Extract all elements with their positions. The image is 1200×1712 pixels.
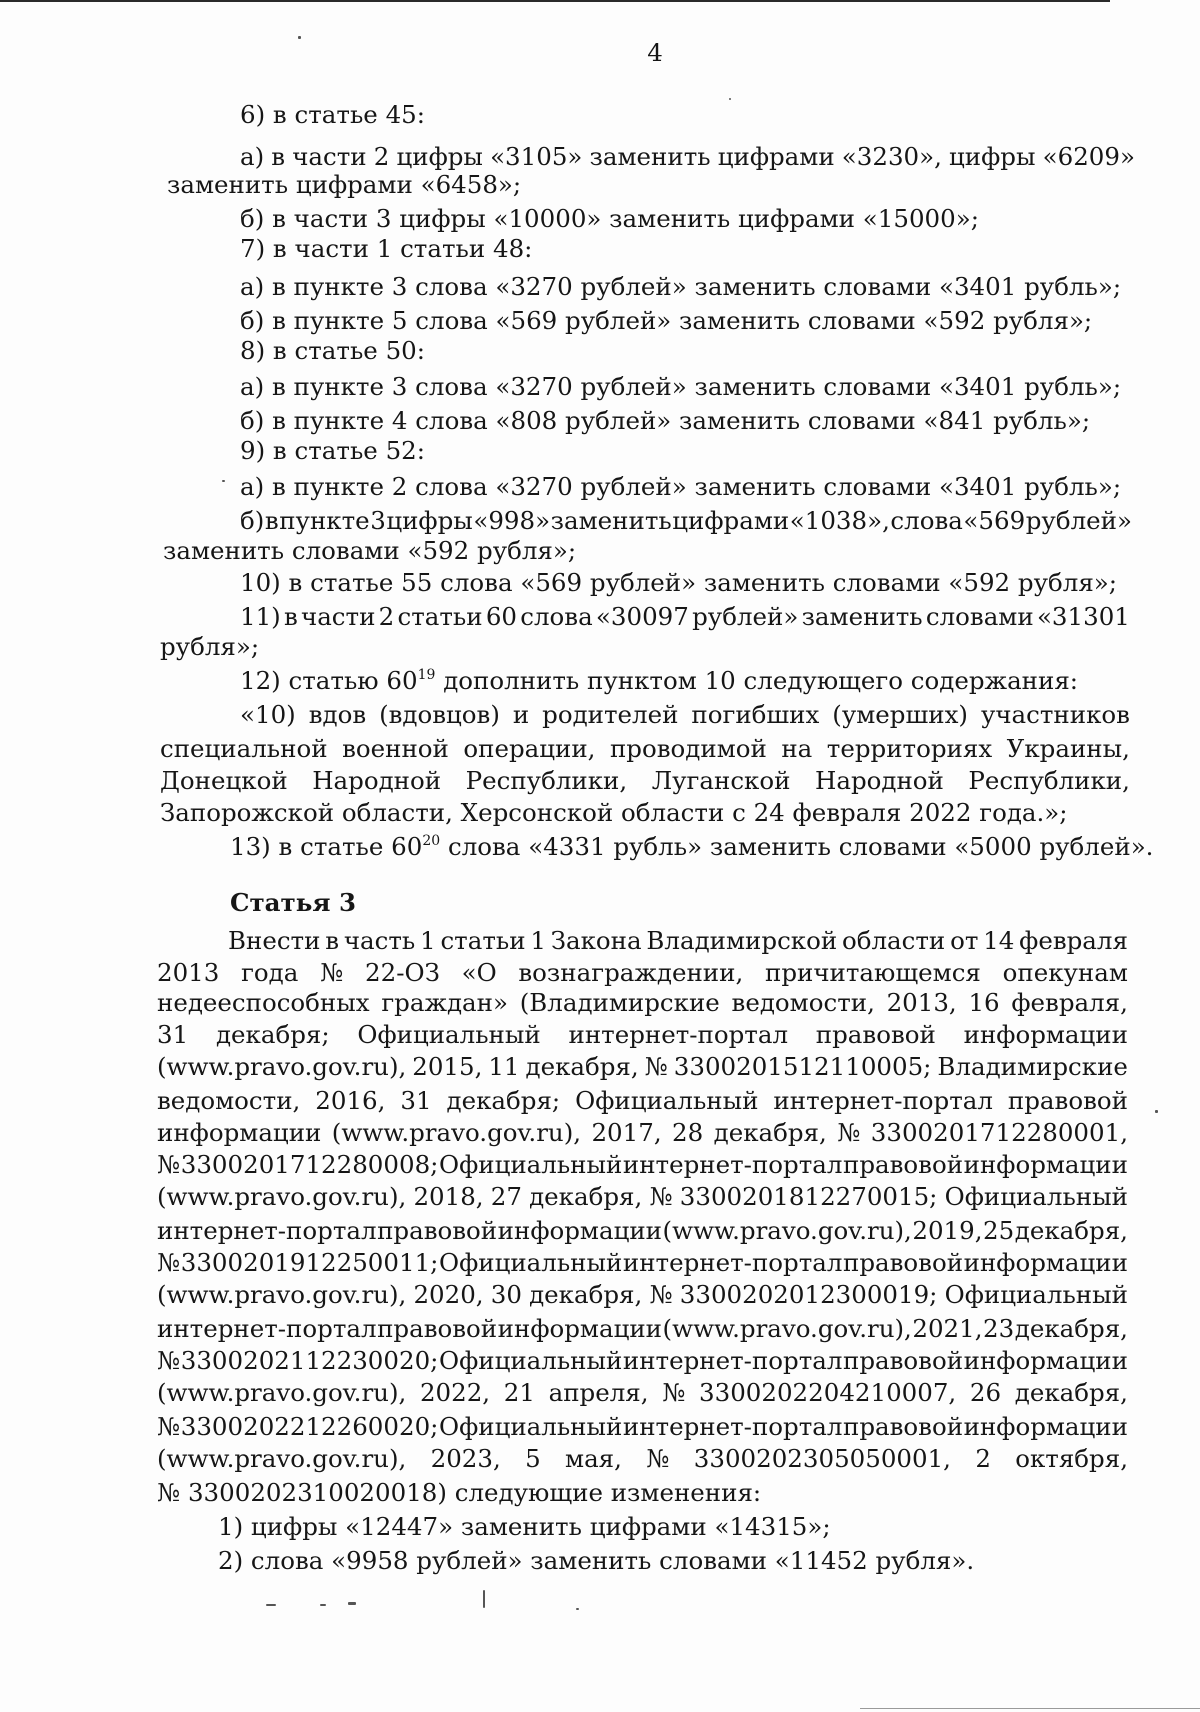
word: информации [963,1248,1128,1277]
article-3-change-2: 2) слова «9958 рублей» заменить словами «11452 рубля». [218,1546,975,1575]
word: декабря, [1014,1314,1128,1343]
word: заменить [589,142,711,171]
word: 28 [672,1118,704,1147]
word: словами [925,602,1034,631]
word: 16 [968,988,1000,1017]
word: правовой [843,1412,964,1441]
word: проводимой [609,734,767,763]
word: 27 [490,1182,522,1211]
word: (www.pravo.gov.ru), [157,1182,407,1211]
item-6-a-line1 [240,142,1135,172]
word: Украины, [1006,734,1130,763]
word: Луганской [651,766,791,795]
item-8-b: б) в пункте 4 слова «808 рублей» заменить словами «841 рубль»; [240,406,1091,435]
word: слова [520,602,593,631]
word: от [950,926,979,955]
word: опекунам [1002,958,1128,987]
word: статьи [440,926,526,955]
scan-speck [298,36,301,39]
item-9-b-line2: заменить словами «592 рубля»; [163,536,577,565]
word: Официальный [575,1086,759,1115]
word: ведомости, [731,988,875,1017]
item-12-quote-line1 [240,700,1130,730]
item-8-intro: 8) в статье 50: [240,336,426,365]
word: декабря; [215,1020,330,1049]
word: Донецкой [160,766,288,795]
word: (www.pravo.gov.ru), [157,1444,407,1473]
word: цифры [949,142,1036,171]
word: интернет-портал [157,1314,377,1343]
article-3-line [157,1182,1128,1212]
word: февраля [1019,926,1128,955]
word: рублей» [692,602,799,631]
item-12-quote-line4: Запорожской области, Херсонской области с 24 февраля 2022 года.»; [160,798,1068,827]
word: слова [890,506,963,535]
word: 2 [378,602,395,631]
item-7-intro: 7) в части 1 статьи 48: [240,234,533,263]
word: вознаграждении, [518,958,744,987]
word: Официальный [944,1182,1128,1211]
item-13 [230,832,1153,862]
scan-speck [483,1590,485,1608]
item-9-b-line1 [240,506,1132,536]
word: а) [240,142,265,171]
word: «998» [473,506,551,535]
word: Республики, [968,766,1130,795]
word: № [662,1378,686,1407]
word: 2013, [886,988,957,1017]
item-8-a: а) в пункте 3 слова «3270 рублей» заменить словами «3401 рубль»; [240,372,1122,401]
word: погибших [691,700,820,729]
word: Официальный [438,1412,623,1441]
word: (www.pravo.gov.ru), [157,1052,407,1081]
article-3-line [157,1216,1128,1246]
word: № [157,1150,181,1179]
word: 3300201712280008; [180,1150,439,1179]
word: интернет-портал [568,1020,789,1049]
word: специальной [160,734,328,763]
word: 2017, [591,1118,662,1147]
article-3-line [157,1020,1128,1050]
word: декабря, [525,1052,639,1081]
word: недееспособных [157,988,370,1017]
word: мая, [565,1444,622,1473]
item-7-a: а) в пункте 3 слова «3270 рублей» заменить словами «3401 рубль»; [240,272,1122,301]
word: декабря, [713,1118,827,1147]
item-11-line1 [240,602,1130,632]
item-7-b: б) в пункте 5 слова «569 рублей» заменить словами «592 рубля»; [240,306,1093,335]
word: года [241,958,299,987]
word: в [271,142,286,171]
scan-speck [348,1602,356,1605]
article-3-line [157,1412,1128,1442]
word: на [781,734,813,763]
word: ведомости, [157,1086,301,1115]
word: части [301,602,376,631]
scan-speck [266,1604,276,1606]
item-12-quote-line3 [160,766,1130,796]
article-3-line [157,988,1128,1018]
word: 2 [975,1444,991,1473]
item-12-intro [240,666,1078,696]
word: декабря, [529,1280,643,1309]
word: 3300202212260020; [180,1412,439,1441]
word: причитающемся [765,958,981,987]
word: информации [963,1020,1128,1049]
word: информации [963,1150,1128,1179]
word: «569 [963,506,1026,535]
word: декабря, [1014,1378,1128,1407]
word: 2023, [430,1444,501,1473]
top-edge-line [0,0,1110,2]
word: интернет-портал [622,1412,843,1441]
word: часть [343,926,416,955]
word: цифры [386,506,473,535]
word: № [157,1248,181,1277]
word: интернет-портал [157,1216,377,1245]
word: 5 [525,1444,541,1473]
word: Народной [312,766,442,795]
word: 25 [983,1216,1015,1245]
word: декабря, [1014,1216,1128,1245]
item-12-pre: 12) статью 60 [240,666,418,695]
word: 2019, [912,1216,983,1245]
word: правовой [843,1346,964,1375]
word: № [646,1444,670,1473]
article-3-line [157,1248,1128,1278]
word: 3300202112230020; [180,1346,439,1375]
article-3-line [157,1314,1128,1344]
word: 3300201512110005; [673,1052,932,1081]
word: декабря; [446,1086,561,1115]
word: 2 [373,142,390,171]
word: № [649,1280,673,1309]
word: Официальный [438,1150,623,1179]
word: 3300201812270015; [679,1182,938,1211]
word: 14 [983,926,1015,955]
word: октября, [1015,1444,1128,1473]
word: 26 [969,1378,1002,1407]
word: 11) [240,602,281,631]
word: 3300201712280001, [870,1118,1128,1147]
word: Республики, [465,766,628,795]
word: 2018, [413,1182,484,1211]
word: 22-ОЗ [365,958,440,987]
word: (www.pravo.gov.ru), [157,1280,407,1309]
word: 31 [400,1086,432,1115]
article-3-line [157,1378,1128,1408]
word: области [841,926,946,955]
word: Закона [550,926,642,955]
word: в [264,506,279,535]
word: апреля, [548,1378,649,1407]
item-6-intro: 6) в статье 45: [240,100,426,129]
article-3-line [157,1118,1128,1148]
word: правовой [815,1020,936,1049]
word: «3105» [490,142,583,171]
word: «3230», [841,142,942,171]
item-9-intro: 9) в статье 52: [240,436,426,465]
word: родителей [542,700,679,729]
word: Официальный [944,1280,1128,1309]
word: в [283,602,298,631]
word: Официальный [438,1346,623,1375]
word: № [157,1412,181,1441]
word: 60 [485,602,518,631]
word: военной [342,734,449,763]
word: 2016, [315,1086,386,1115]
article-3-line [157,1280,1128,1310]
article-3-change-1: 1) цифры «12447» заменить цифрами «14315»; [218,1512,831,1541]
word: б) [240,506,265,535]
word: № [837,1118,861,1147]
word: правовой [377,1314,498,1343]
word: 2013 [157,958,220,987]
word: 2022, [419,1378,491,1407]
word: интернет-портал [622,1150,843,1179]
scan-speck [576,1608,579,1610]
word: правовой [843,1248,964,1277]
word: интернет-портал [622,1248,843,1277]
word: 3300202012300019; [679,1280,938,1309]
word: «10) [240,700,296,729]
article-3-line [157,1086,1128,1116]
word: цифры [396,142,483,171]
word: Внести [228,926,321,955]
word: № [320,958,344,987]
item-13-pre: 13) в статье 60 [230,832,423,861]
word: «6209» [1042,142,1135,171]
scan-speck [222,480,225,482]
word: № [644,1052,668,1081]
word: 21 [503,1378,535,1407]
word: (www.pravo.gov.ru), [662,1314,912,1343]
word: информации [157,1118,322,1147]
item-10: 10) в статье 55 слова «569 рублей» заменить словами «592 рубля»; [240,568,1118,597]
word: 11 [488,1052,520,1081]
word: Владимирской [646,926,838,955]
word: операции, [463,734,596,763]
word: Официальный [357,1020,541,1049]
article-3-line [157,1346,1128,1376]
word: участников [980,700,1130,729]
scan-speck [320,1604,326,1606]
article-3-line [157,1444,1128,1474]
word: 2015, [412,1052,483,1081]
word: рублей» [1025,506,1132,535]
word: 3300202305050001, [693,1444,951,1473]
word: «1038», [789,506,890,535]
word: 31 [157,1020,189,1049]
word: № [157,1346,181,1375]
word: февраля, [1011,988,1128,1017]
word: заменить [550,506,672,535]
item-13-post: слова «4331 рубль» заменить словами «5000 рублей». [447,832,1154,861]
word: «31301 [1036,602,1130,631]
word: интернет-портал [622,1346,843,1375]
word: 3300202204210007, [699,1378,957,1407]
word: граждан» [381,988,508,1017]
word: декабря, [529,1182,643,1211]
word: статьи [397,602,483,631]
word: № [649,1182,673,1211]
item-12-post: дополнить пунктом 10 следующего содержания: [443,666,1079,695]
word: информации [963,1346,1128,1375]
article-3-line [157,1150,1128,1180]
word: 3 [370,506,386,535]
item-6-b: б) в части 3 цифры «10000» заменить цифрами «15000»; [240,204,979,233]
word: вдов [308,700,367,729]
word: территориях [826,734,993,763]
word: Официальный [438,1248,623,1277]
item-12-quote-line2 [160,734,1130,764]
word: «О [461,958,497,987]
article-3-heading: Статья 3 [230,888,357,917]
word: (www.pravo.gov.ru), [331,1118,582,1147]
word: (вдовцов) [379,700,500,729]
word: и [512,700,530,729]
word: пункте [279,506,370,535]
word: цифрами [672,506,790,535]
item-11-line2: рубля»; [160,632,260,661]
word: 1 [420,926,436,955]
word: Владимирские [937,1052,1128,1081]
page-number: 4 [647,38,663,67]
word: Народной [814,766,944,795]
word: правовой [377,1216,498,1245]
word: правовой [1007,1086,1128,1115]
item-9-a: а) в пункте 2 слова «3270 рублей» заменить словами «3401 рубль»; [240,472,1122,501]
bottom-edge-line [860,1708,1200,1709]
word: (www.pravo.gov.ru), [157,1378,407,1407]
word: (www.pravo.gov.ru), [662,1216,912,1245]
word: интернет-портал [773,1086,993,1115]
article-3-line [228,926,1128,956]
word: 23 [983,1314,1015,1343]
word: «30097 [595,602,689,631]
word: части [292,142,367,171]
word: информации [963,1412,1128,1441]
scan-speck [729,98,731,100]
article-3-line [157,1052,1128,1082]
word: (Владимирские [519,988,720,1017]
word: цифрами [717,142,835,171]
word: 30 [490,1280,522,1309]
word: (умерших) [832,700,968,729]
word: 2020, [413,1280,484,1309]
word: в [325,926,340,955]
word: 1 [530,926,546,955]
word: информации [497,1314,663,1343]
word: 2021, [912,1314,983,1343]
scan-speck [1155,1110,1158,1113]
item-13-superscript: 20 [422,833,441,849]
item-6-a-line2: заменить цифрами «6458»; [167,170,522,199]
word: 3300201912250011; [180,1248,439,1277]
word: правовой [843,1150,964,1179]
article-3-line [157,958,1128,988]
word: заменить [801,602,923,631]
word: информации [497,1216,663,1245]
article-3-line: № 3300202310020018) следующие изменения: [157,1478,762,1507]
item-12-superscript: 19 [417,667,436,683]
